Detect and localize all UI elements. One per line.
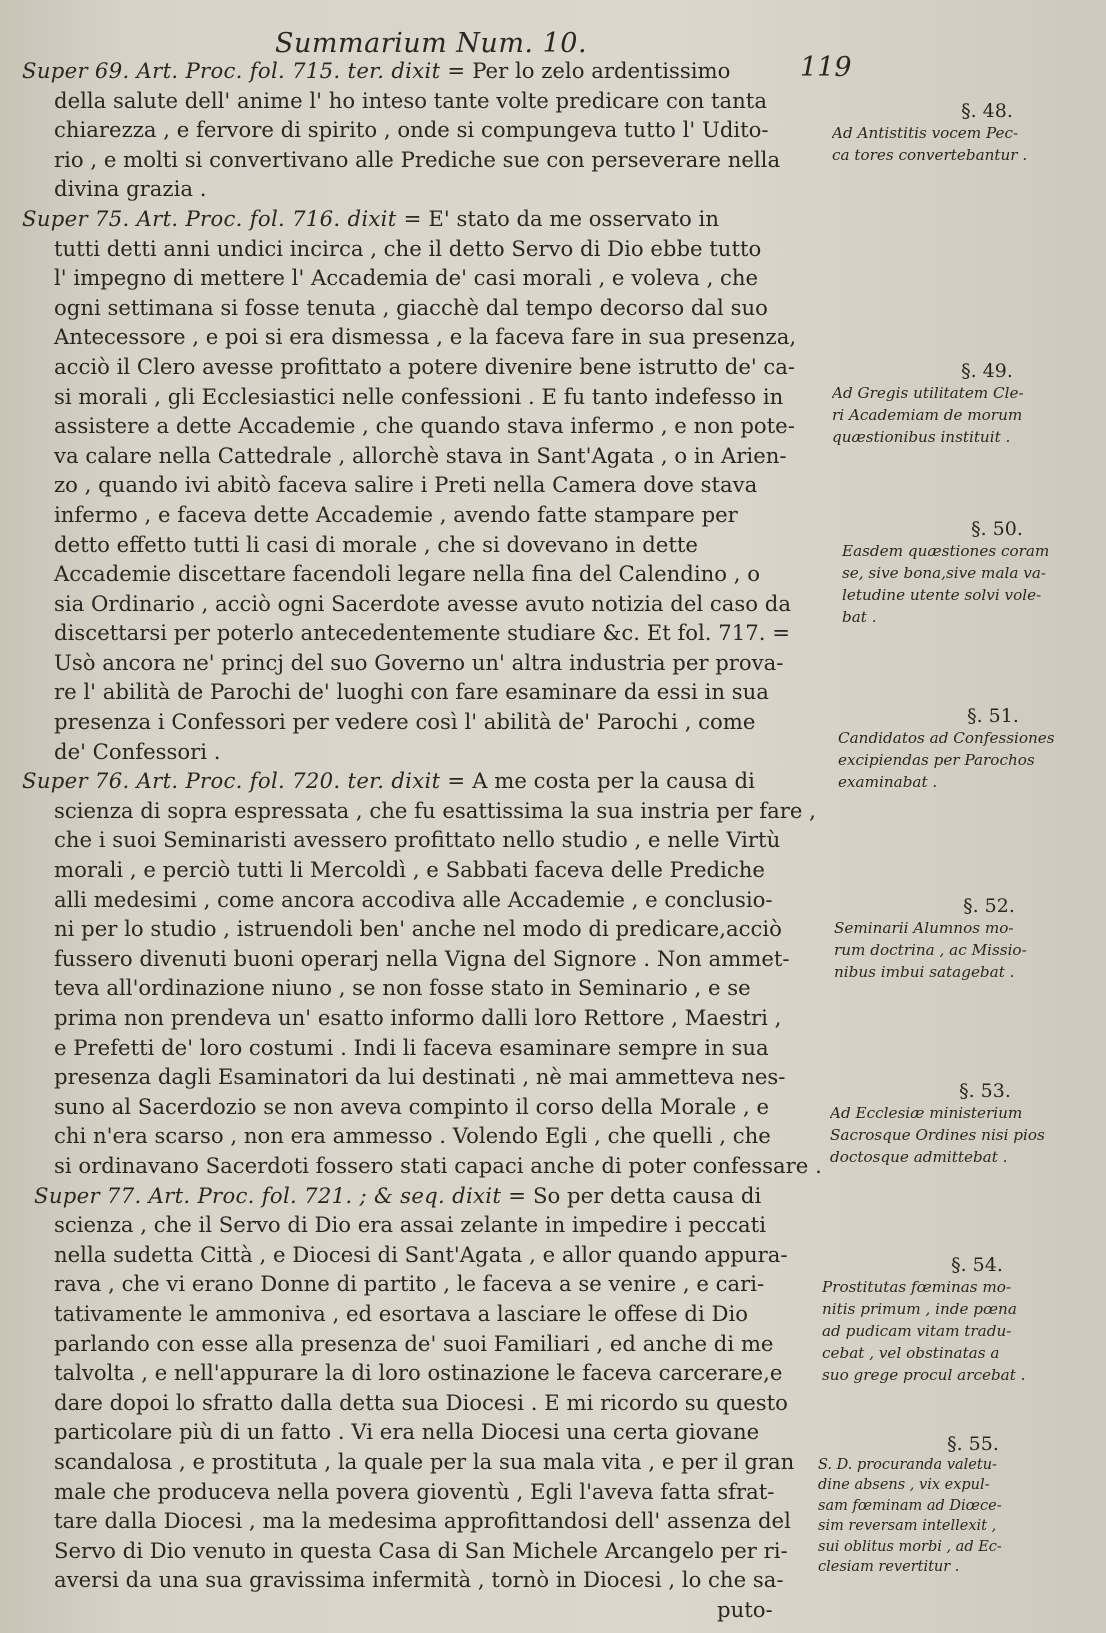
paragraph-first-line: Super 69. Art. Proc. fol. 715. ter. dixit = Per lo zelo ardentissimo xyxy=(22,58,731,83)
text-line: male che produceva nella povera gioventù , Egli l'aveva fatta sfrat- xyxy=(54,1478,775,1504)
section-number: §. 48. xyxy=(961,100,1013,122)
page-title: Summarium Num. 10. xyxy=(275,28,588,59)
section-number: §. 51. xyxy=(967,705,1019,727)
text-line: presenza i Confessori per vedere così l' abilità de' Parochi , come xyxy=(54,709,756,735)
section-number: §. 54. xyxy=(951,1254,1003,1276)
text-line: acciò il Clero avesse profittato a potere divenire bene istrutto de' ca- xyxy=(54,353,796,379)
text-line: tare dalla Diocesi , ma la medesima approfittandosi dell' assenza del xyxy=(54,1508,791,1534)
text-line: sia Ordinario , acciò ogni Sacerdote avesse avuto notizia del caso da xyxy=(54,590,791,616)
testimony-reference: Super 75. Art. Proc. fol. 716. dixit = xyxy=(22,205,422,231)
text-line: ogni settimana si fosse tenuta , giacchè dal tempo decorso dal suo xyxy=(54,294,768,320)
text-line: aversi da una sua gravissima infermità , tornò in Diocesi , lo che sa- xyxy=(54,1567,784,1593)
text-line: teva all'ordinazione niuno , se non fosse stato in Seminario , e se xyxy=(54,975,751,1001)
text-line: Accademie discettare facendoli legare nella fina del Calendino , o xyxy=(54,561,760,587)
text-line: zo , quando ivi abitò faceva salire i Preti nella Camera dove stava xyxy=(54,472,758,498)
text-line: chiarezza , e fervore di spirito , onde si compungeva tutto l' Udito- xyxy=(54,117,769,143)
margin-note-50: §. 50. Easdem quæstiones coram se, sive bona,sive mala va- letudine utente solvi vole- bat . xyxy=(842,518,1106,628)
section-number: §. 50. xyxy=(971,518,1023,540)
text-line: divina grazia . xyxy=(54,176,207,202)
margin-note-55: §. 55. S. D. procuranda valetu- dine absens , vix expul- sam fœminam ad Diœce- sim reversam intellexit , sui oblitus morbi , ad Ec- clesiam revertitur . xyxy=(818,1434,1088,1578)
text-line: rio , e molti si convertivano alle Prediche sue con perseverare nella xyxy=(54,146,781,172)
text-line: presenza dagli Esaminatori da lui destinati , nè mai ammetteva nes- xyxy=(54,1064,786,1090)
text-line: tativamente le ammoniva , ed esortava a lasciare le offese di Dio xyxy=(54,1300,749,1326)
testimony-reference: Super 69. Art. Proc. fol. 715. ter. dixit = xyxy=(22,58,466,83)
text-line: dare dopoi lo sfratto dalla detta sua Diocesi . E mi ricordo su questo xyxy=(54,1389,788,1415)
testimony-reference: Super 76. Art. Proc. fol. 720. ter. dixit = xyxy=(22,768,466,794)
text-line: alli medesimi , come ancora accodiva alle Accademie , e conclusio- xyxy=(54,886,773,912)
text-line: chi n'era scarso , non era ammesso . Volendo Egli , che quelli , che xyxy=(54,1123,771,1149)
testimony-reference: Super 77. Art. Proc. fol. 721. ; & seq. dixit = xyxy=(34,1182,527,1208)
margin-note-51: §. 51. Candidatos ad Confessiones excipiendas per Parochos examinabat . xyxy=(838,705,1106,793)
main-text-column xyxy=(22,56,852,1624)
text-line: che i suoi Seminaristi avessero profittato nello studio , e nelle Virtù xyxy=(54,827,781,853)
margin-note-49: §. 49. Ad Gregis utilitatem Cle- ri Academiam de morum quæstionibus instituit . xyxy=(832,360,1102,448)
section-number: §. 53. xyxy=(959,1080,1011,1102)
text-line: Servo di Dio venuto in questa Casa di San Michele Arcangelo per ri- xyxy=(54,1537,788,1563)
paragraph-first-line: Super 77. Art. Proc. fol. 721. ; & seq. dixit = So per detta causa di xyxy=(34,1182,762,1208)
page-number: 119 xyxy=(800,52,852,83)
section-number: §. 55. xyxy=(947,1433,999,1455)
section-number: §. 49. xyxy=(961,360,1013,382)
margin-note-54: §. 54. Prostitutas fœminas mo- nitis primum , inde pœna ad pudicam vitam tradu- cebat , vel obstinatas a suo grege procul arcebat . xyxy=(822,1254,1092,1386)
text-line: della salute dell' anime l' ho inteso tante volte predicare con tanta xyxy=(54,87,767,113)
text-line: e Prefetti de' loro costumi . Indi li faceva esaminare sempre in sua xyxy=(54,1034,769,1060)
text-line: si morali , gli Ecclesiastici nelle confessioni . E fu tanto indefesso in xyxy=(54,383,784,409)
text-line: scienza di sopra espressata , che fu esattissima la sua instria per fare , xyxy=(54,797,816,823)
text-line: assistere a dette Accademie , che quando stava infermo , e non pote- xyxy=(54,413,795,439)
text-line: Antecessore , e poi si era dismessa , e la faceva fare in sua presenza, xyxy=(54,324,797,350)
text-line: ni per lo studio , istruendoli ben' anche nel modo di predicare,acciò xyxy=(54,916,782,942)
text-line: l' impegno di mettere l' Accademia de' casi morali , e voleva , che xyxy=(54,265,759,291)
text-line: discettarsi per poterlo antecedentemente studiare &c. Et fol. 717. = xyxy=(54,620,790,646)
text-line: rava , che vi erano Donne di partito , le faceva a se venire , e cari- xyxy=(54,1271,765,1297)
text-line: prima non prendeva un' esatto informo dalli loro Rettore , Maestri , xyxy=(54,1005,782,1030)
text-line: de' Confessori . xyxy=(54,738,221,764)
text-line: scandalosa , e prostituta , la quale per la sua mala vita , e per il gran xyxy=(54,1448,795,1474)
text-line: talvolta , e nell'appurare la di loro ostinazione le faceva carcerare,e xyxy=(54,1360,783,1386)
text-line: nella sudetta Città , e Diocesi di Sant'Agata , e allor quando appura- xyxy=(54,1241,788,1267)
text-line: fussero divenuti buoni operarj nella Vigna del Signore . Non ammet- xyxy=(54,945,790,971)
text-line: scienza , che il Servo di Dio era assai zelante in impedire i peccati xyxy=(54,1212,766,1238)
text-line: infermo , e faceva dette Accademie , avendo fatte stampare per xyxy=(54,501,738,527)
catchword: puto- xyxy=(717,1596,773,1622)
text-line: re l' abilità de Parochi de' luoghi con fare esaminare da essi in sua xyxy=(54,679,769,705)
text-line: suno al Sacerdozio se non aveva compinto il corso della Morale , e xyxy=(54,1093,770,1119)
paragraph-first-line: Super 75. Art. Proc. fol. 716. dixit = E' stato da me osservato in xyxy=(22,205,719,231)
text-line: va calare nella Cattedrale , allorchè stava in Sant'Agata , o in Arien- xyxy=(54,442,787,468)
margin-note-52: §. 52. Seminarii Alumnos mo- rum doctrina , ac Missio- nibus imbui satagebat . xyxy=(834,895,1104,983)
margin-note-53: §. 53. Ad Ecclesiæ ministerium Sacrosque Ordines nisi pios doctosque admittebat . xyxy=(830,1080,1100,1168)
text-line: morali , e perciò tutti li Mercoldì , e Sabbati faceva delle Prediche xyxy=(54,857,765,883)
text-line: detto effetto tutti li casi di morale , che si dovevano in dette xyxy=(54,531,698,557)
text-line: particolare più di un fatto . Vi era nella Diocesi una certa giovane xyxy=(54,1419,760,1445)
paragraph-first-line: Super 76. Art. Proc. fol. 720. ter. dixit = A me costa per la causa di xyxy=(22,768,755,794)
text-line: si ordinavano Sacerdoti fossero stati capaci anche di poter confessare . xyxy=(54,1152,822,1178)
text-line: parlando con esse alla presenza de' suoi Familiari , ed anche di me xyxy=(54,1330,774,1356)
margin-note-48: §. 48. Ad Antistitis vocem Pec- ca tores convertebantur . xyxy=(832,100,1102,166)
text-line: Usò ancora ne' princj del suo Governo un' altra industria per prova- xyxy=(54,649,784,675)
text-line: tutti detti anni undici incirca , che il detto Servo di Dio ebbe tutto xyxy=(54,235,762,261)
section-number: §. 52. xyxy=(963,895,1015,917)
